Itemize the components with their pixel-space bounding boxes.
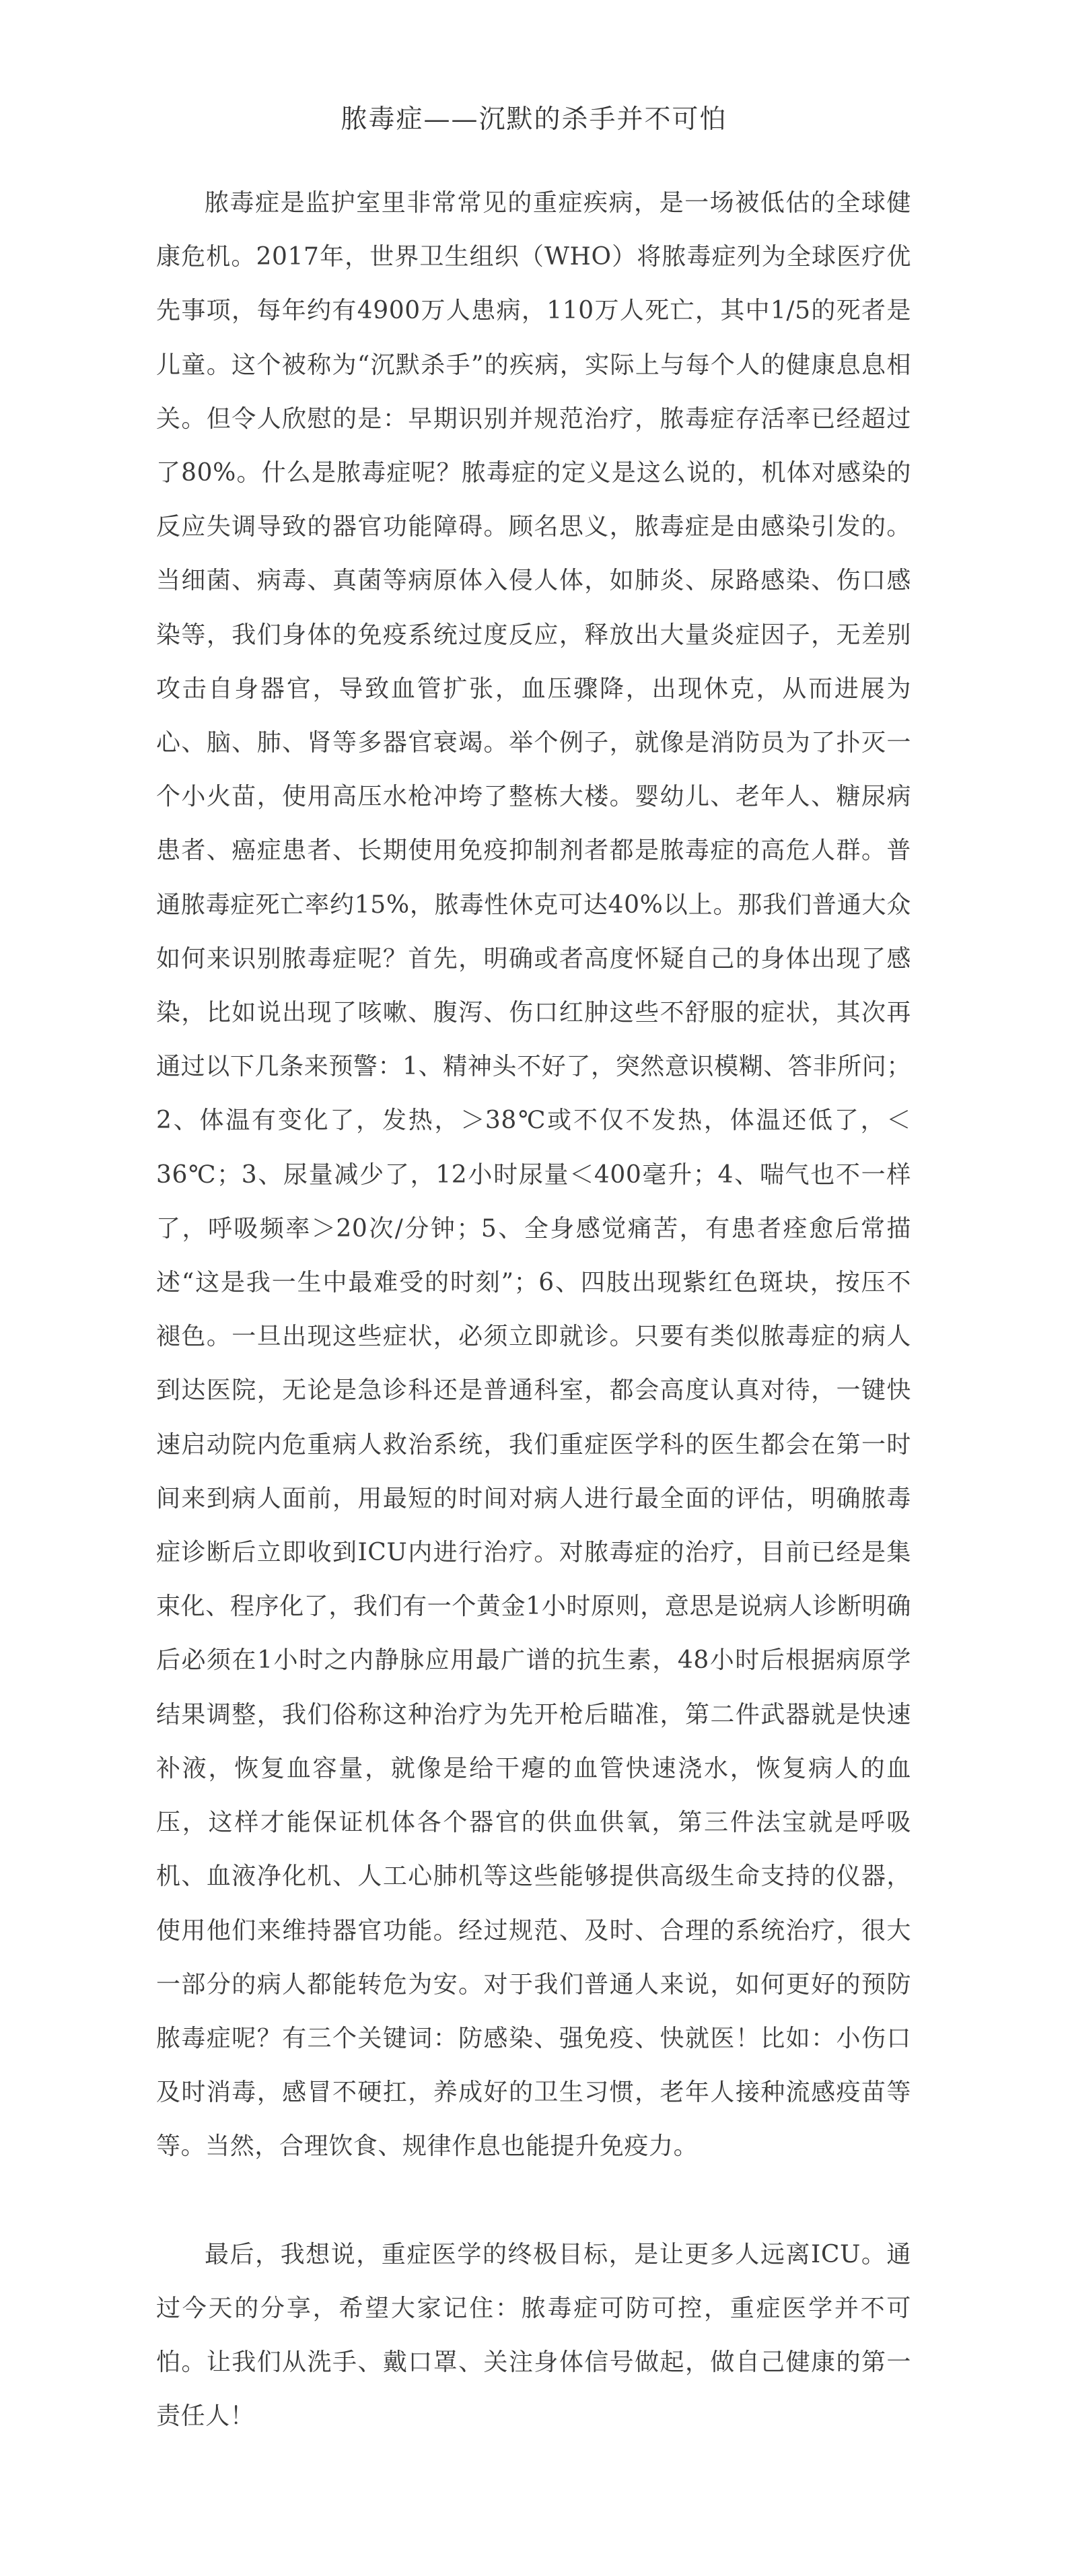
body-paragraph-2: 最后，我想说，重症医学的终极目标，是让更多人远离ICU。通过今天的分享，希望大家记住：脓毒症可防可控，重症医学并不可怕。让我们从洗手、戴口罩、关注身体信号做起，做自己健康的第一责任人！ (156, 2240, 911, 2431)
document-title: 脓毒症——沉默的杀手并不可怕 (341, 104, 727, 135)
document-body (156, 176, 911, 2443)
body-paragraph-1: 脓毒症是监护室里非常常见的重症疾病，是一场被低估的全球健康危机。2017年，世界卫生组织（WHO）将脓毒症列为全球医疗优先事项，每年约有4900万人患病，110万人死亡，其中1/5的死者是儿童。这个被称为“沉默杀手”的疾病，实际上与每个人的健康息息相关。但令人欣慰的是：早期识别并规范治疗，脓毒症存活率已经超过了80%。什么是脓毒症呢？脓毒症的定义是这么说的，机体对感染的反应失调导致的器官功能障碍。顾名思义，脓毒症是由感染引发的。当细菌、病毒、真菌等病原体入侵人体，如肺炎、尿路感染、伤口感染等，我们身体的免疫系统过度反应，释放出大量炎症因子，无差别攻击自身器官，导致血管扩张，血压骤降，出现休克，从而进展为心、脑、肺、肾等多器官衰竭。举个例子，就像是消防员为了扑灭一个小火苗，使用高压水枪冲垮了整栋大楼。婴幼儿、老年人、糖尿病患者、癌症患者、长期使用免疫抑制剂者都是脓毒症的高危人群。普通脓毒症死亡率约15%，脓毒性休克可达40%以上。那我们普通大众如何来识别脓毒症呢？首先，明确或者高度怀疑自己的身体出现了感染，比如说出现了咳嗽、腹泻、伤口红肿这些不舒服的症状，其次再通过以下几条来预警：1、精神头不好了，突然意识模糊、答非所问；2、体温有变化了，发热，＞38℃或不仅不发热，体温还低了，＜36℃；3、尿量减少了，12小时尿量＜400毫升；4、喘气也不一样了，呼吸频率＞20次/分钟；5、全身感觉痛苦，有患者痊愈后常描述“这是我一生中最难受的时刻”；6、四肢出现紫红色斑块，按压不褪色。一旦出现这些症状，必须立即就诊。只要有类似脓毒症的病人到达医院，无论是急诊科还是普通科室，都会高度认真对待，一键快速启动院内危重病人救治系统，我们重症医学科的医生都会在第一时间来到病人面前，用最短的时间对病人进行最全面的评估，明确脓毒症诊断后立即收到ICU内进行治疗。对脓毒症的治疗，目前已经是集束化、程序化了，我们有一个黄金1小时原则，意思是说病人诊断明确后必须在1小时之内静脉应用最广谱的抗生素，48小时后根据病原学结果调整，我们俗称这种治疗为先开枪后瞄准，第二件武器就是快速补液，恢复血容量，就像是给干瘪的血管快速浇水，恢复病人的血压，这样才能保证机体各个器官的供血供氧，第三件法宝就是呼吸机、血液净化机、人工心肺机等这些能够提供高级生命支持的仪器，使用他们来维持器官功能。经过规范、及时、合理的系统治疗，很大一部分的病人都能转危为安。对于我们普通人来说，如何更好的预防脓毒症呢？有三个关键词：防感染、强免疫、快就医！比如：小伤口及时消毒，感冒不硬扛，养成好的卫生习惯，老年人接种流感疫苗等等。当然，合理饮食、规律作息也能提升免疫力。 (156, 189, 911, 2161)
